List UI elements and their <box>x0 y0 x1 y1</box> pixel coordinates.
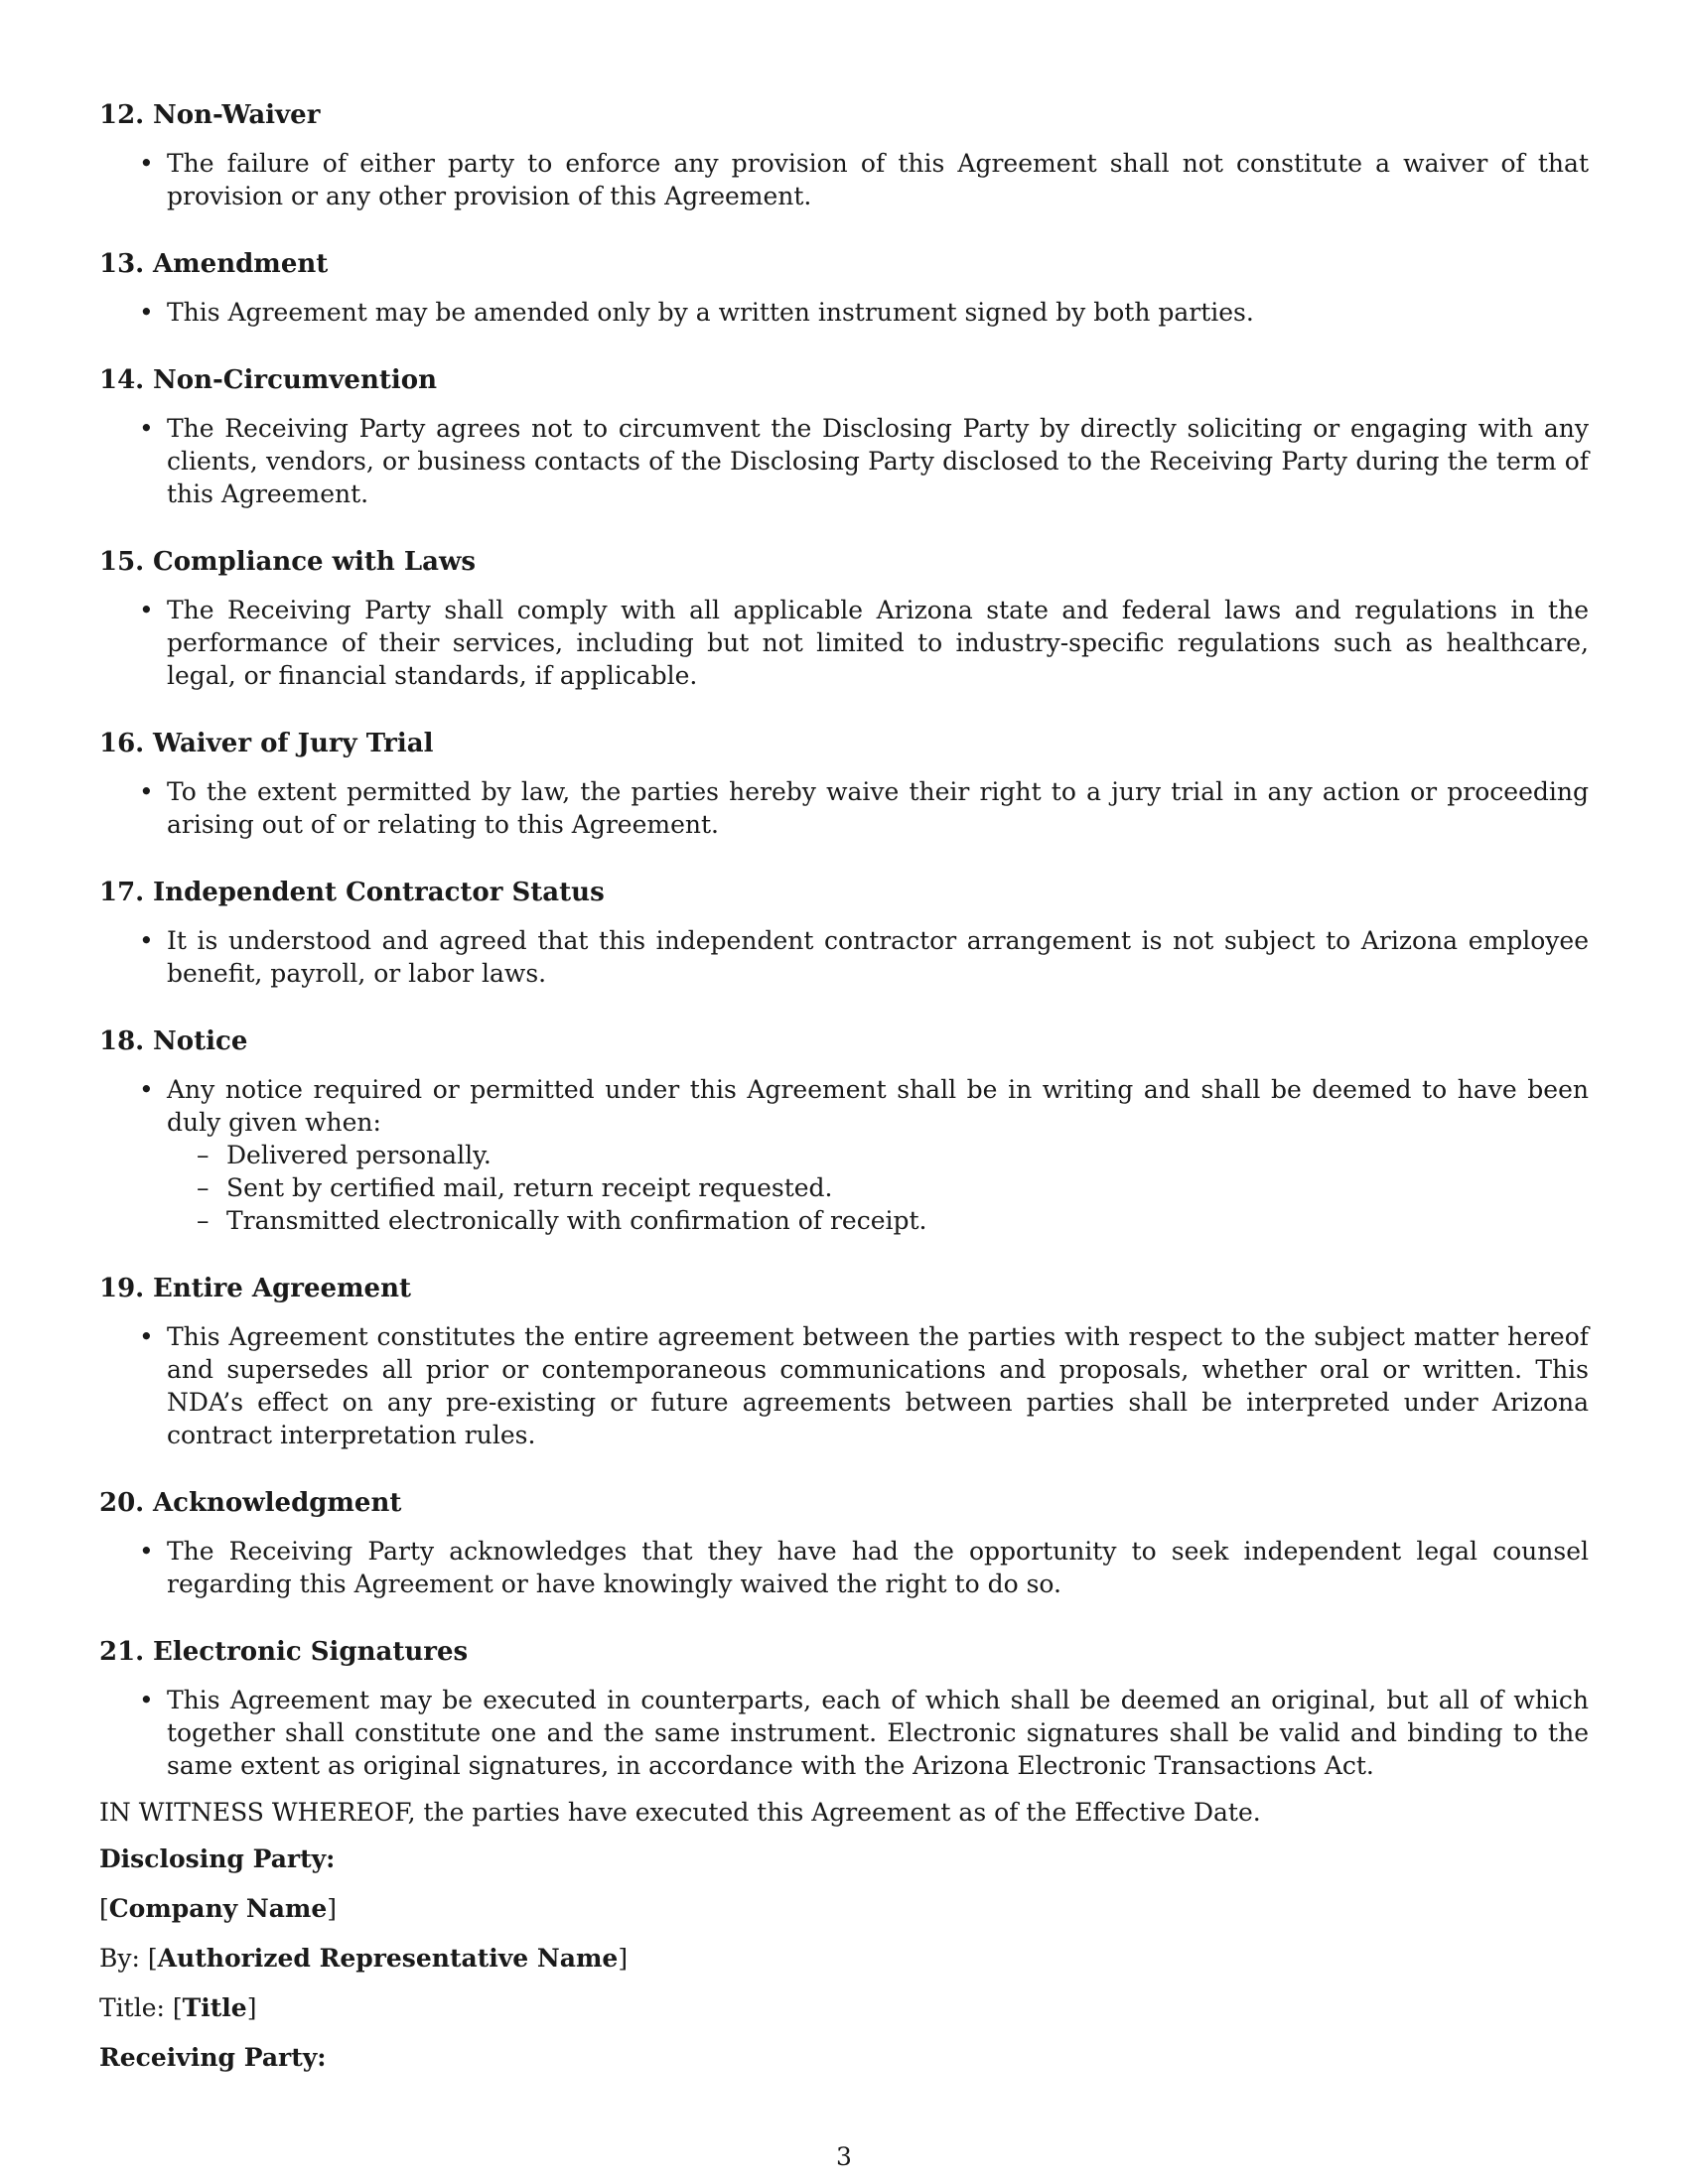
disclosing-party-label: Disclosing Party: <box>99 1844 336 1873</box>
section-number: 20. <box>99 1488 145 1518</box>
receiving-party-label: Receiving Party: <box>99 2043 327 2072</box>
section-title: Waiver of Jury Trial <box>153 729 434 758</box>
bracket-close: ] <box>327 1894 338 1923</box>
section-number: 19. <box>99 1274 145 1303</box>
section-title: Non-Waiver <box>153 100 321 130</box>
bracket-open: [ <box>99 1894 109 1923</box>
section-electronic-signatures <box>99 1636 1589 1782</box>
section-heading <box>99 1636 1589 1668</box>
bullet-list <box>99 1684 1589 1782</box>
section-independent-contractor-status <box>99 877 1589 990</box>
bullet-list <box>99 775 1589 841</box>
by-line <box>99 1942 1589 1975</box>
bullet-item: • The Receiving Party agrees not to circumvent the Disclosing Party by directly soliciting or engaging with any clients, vendors, or business contacts of the Disclosing Party disclosed to the Receiving Party during the term of this Agreement. <box>167 412 1589 510</box>
bracket-close: ] <box>246 1993 257 2022</box>
sub-item: – Transmitted electronically with confirmation of receipt. <box>226 1204 1589 1237</box>
bullet-item: • The Receiving Party acknowledges that they have had the opportunity to seek independent legal counsel regarding this Agreement or have knowingly waived the right to do so. <box>167 1535 1589 1600</box>
bullet-item: • The Receiving Party shall comply with all applicable Arizona state and federal laws and regulations in the performance of their services, including but not limited to industry-specific regulations such as healthcare, legal, or financial standards, if applicable. <box>167 594 1589 692</box>
bullet-list <box>99 1320 1589 1451</box>
bullet-text: Any notice required or permitted under this Agreement shall be in writing and shall be deemed to have been duly given when: <box>167 1075 1589 1137</box>
title-placeholder: Title <box>182 1993 247 2022</box>
section-heading <box>99 99 1589 131</box>
section-heading <box>99 546 1589 578</box>
bullet-item: • This Agreement may be amended only by a written instrument signed by both parties. <box>167 296 1589 329</box>
bullet-item: • It is understood and agreed that this independent contractor arrangement is not subject to Arizona employee benefit, payroll, or labor laws. <box>167 924 1589 990</box>
bullet-list <box>99 412 1589 510</box>
section-number: 13. <box>99 249 145 279</box>
section-number: 14. <box>99 365 145 395</box>
bullet-item: • This Agreement may be executed in counterparts, each of which shall be deemed an original, but all of which together shall constitute one and the same instrument. Electronic signatures shall be valid and binding to the same extent as original signatures, in accordance with the Arizona Electronic Transactions Act. <box>167 1684 1589 1782</box>
bracket-open: [ <box>172 1993 183 2022</box>
bracket-close: ] <box>618 1944 629 1973</box>
bullet-item: • To the extent permitted by law, the parties hereby waive their right to a jury trial in any action or proceeding arising out of or relating to this Agreement. <box>167 775 1589 841</box>
section-heading <box>99 364 1589 396</box>
company-name-line <box>99 1892 1589 1925</box>
section-heading <box>99 248 1589 280</box>
bullet-list <box>99 296 1589 329</box>
section-title: Electronic Signatures <box>153 1637 469 1667</box>
section-amendment <box>99 248 1589 329</box>
witness-statement: IN WITNESS WHEREOF, the parties have executed this Agreement as of the Effective Date. <box>99 1798 1261 1827</box>
title-line <box>99 1991 1589 2024</box>
section-title: Compliance with Laws <box>153 547 477 577</box>
section-heading <box>99 1273 1589 1304</box>
section-title: Amendment <box>153 249 329 279</box>
section-number: 16. <box>99 729 145 758</box>
company-name-placeholder: Company Name <box>108 1894 328 1923</box>
section-non-waiver <box>99 99 1589 212</box>
section-entire-agreement <box>99 1273 1589 1451</box>
section-title: Notice <box>153 1026 248 1056</box>
section-title: Independent Contractor Status <box>153 878 605 907</box>
bullet-item: • The failure of either party to enforce any provision of this Agreement shall not constitute a waiver of that provision or any other provision of this Agreement. <box>167 147 1589 212</box>
section-acknowledgment <box>99 1487 1589 1600</box>
by-label: By: <box>99 1944 140 1973</box>
bullet-list <box>99 594 1589 692</box>
sub-item: – Delivered personally. <box>226 1139 1589 1171</box>
section-number: 18. <box>99 1026 145 1056</box>
bracket-open: [ <box>147 1944 158 1973</box>
section-compliance-with-laws <box>99 546 1589 692</box>
section-number: 15. <box>99 547 145 577</box>
section-non-circumvention <box>99 364 1589 510</box>
bullet-list <box>99 1073 1589 1237</box>
section-notice <box>99 1025 1589 1237</box>
section-title: Non-Circumvention <box>153 365 437 395</box>
section-heading <box>99 728 1589 759</box>
representative-name-placeholder: Authorized Representative Name <box>157 1944 619 1973</box>
section-number: 17. <box>99 878 145 907</box>
section-heading <box>99 1487 1589 1519</box>
section-waiver-of-jury-trial <box>99 728 1589 841</box>
section-heading <box>99 877 1589 908</box>
title-label: Title: <box>99 1993 165 2022</box>
bullet-item <box>167 1073 1589 1237</box>
section-number: 12. <box>99 100 145 130</box>
bullet-list <box>99 924 1589 990</box>
page-number: 3 <box>836 2142 852 2171</box>
section-title: Acknowledgment <box>153 1488 402 1518</box>
bullet-list <box>99 147 1589 212</box>
document-page <box>99 99 1589 2091</box>
section-heading <box>99 1025 1589 1057</box>
bullet-item: • This Agreement constitutes the entire agreement between the parties with respect to the subject matter hereof and supersedes all prior or contemporaneous communications and proposals, whether oral or written. This NDA’s effect on any pre-existing or future agreements between parties shall be interpreted under Arizona contract interpretation rules. <box>167 1320 1589 1451</box>
bullet-list <box>99 1535 1589 1600</box>
section-number: 21. <box>99 1637 145 1667</box>
sub-item: – Sent by certified mail, return receipt requested. <box>226 1171 1589 1204</box>
section-title: Entire Agreement <box>153 1274 411 1303</box>
sub-list <box>167 1139 1589 1237</box>
